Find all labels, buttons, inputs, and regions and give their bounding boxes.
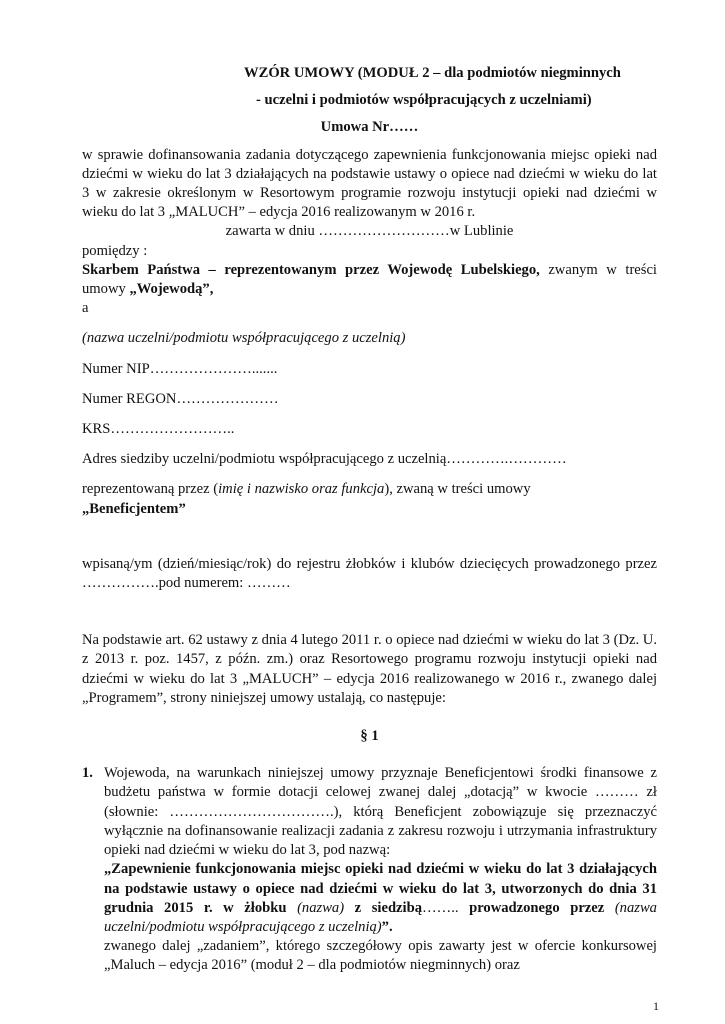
party-1-alias: „Wojewodą”, xyxy=(129,281,214,298)
concluded-date-place: zawarta w dniu ………………………w Lublinie xyxy=(225,223,514,240)
party-2-name-hint: (nazwa uczelni/podmiotu współpracującego z uczelnią) xyxy=(82,330,406,347)
represented-hint: imię i nazwisko oraz funkcja xyxy=(218,481,385,498)
list-item xyxy=(82,764,657,975)
represented-pre: reprezentowaną przez ( xyxy=(82,481,219,498)
task-name-part-4: ”. xyxy=(381,918,393,935)
task-hint-2: (nazwa uczelni/podmiotu współpracującego z uczelnią) xyxy=(104,899,657,935)
task-name-part-3: prowadzonego przez xyxy=(469,899,615,916)
title-line-1: WZÓR UMOWY (MODUŁ 2 – dla podmiotów niegminnych xyxy=(244,65,621,81)
section-heading: § 1 xyxy=(360,728,379,745)
party-1-called: zwanym w treści umowy xyxy=(82,261,657,298)
regon-field: Numer REGON………………… xyxy=(82,390,279,407)
item-text: Wojewoda, na warunkach niniejszej umowy przyznaje Beneficjentowi środki finansowe z budżetu państwa w formie dotacji celowej zwanej dalej „dotacją” w kwocie ……… zł (słownie: …………………………….), którą Beneficjent zobowiązuje się przeznaczyć wyłącznie na dofinansowanie realizacji zadania z zakresu rozwoju i utrzymania infrastruktury opieki nad dziećmi w wieku do lat 3, pod nazwą: xyxy=(104,765,657,859)
krs-field: KRS…………………….. xyxy=(82,421,235,438)
address-field: Adres siedziby uczelni/podmiotu współpracującego z uczelnią………….………… xyxy=(82,451,567,468)
contract-subject: w sprawie dofinansowania zadania dotyczącego zapewnienia funkcjonowania miejsc opieki nad dziećmi w wieku do lat 3 działających na podstawie ustawy o opiece nad dziećmi w wieku do lat 3 w zakresie określonym w Resortowym programie rozwoju instytucji opieki nad dziećmi w wieku do lat 3 „MALUCH” – edycja 2016 realizowanym w 2016 r. xyxy=(82,146,657,221)
party-2-represented xyxy=(82,480,657,499)
task-rest: zwanego dalej „zadaniem”, którego szczegółowy opis zawarty jest w ofercie konkursowej „Maluch – edycja 2016” (moduł 2 – dla podmiotów niegminnych) oraz xyxy=(104,938,657,974)
nip-field: Numer NIP…………………....... xyxy=(82,360,278,377)
between-label: pomiędzy : xyxy=(82,242,148,259)
legal-basis: Na podstawie art. 62 ustawy z dnia 4 lutego 2011 r. o opiece nad dziećmi w wieku do lat 3 (Dz. U. z 2013 r. poz. 1457, z późn. zm.) oraz Resortowego programu rozwoju instytucji opieki nad dziećmi w wieku do lat 3 „MALUCH” – edycja 2016 realizowanego w 2016 r., zwanego dalej „Programem”, strony niniejszej umowy ustalają, co następuje: xyxy=(82,632,657,706)
document-page xyxy=(82,64,657,976)
title-line-2: - uczelni i podmiotów współpracujących z uczelniami) xyxy=(256,92,592,109)
and-label: a xyxy=(82,300,89,317)
represented-post: ), zwaną w treści umowy xyxy=(384,481,531,498)
task-name-part-2: z siedzibą xyxy=(344,899,423,916)
task-name-part-1: „Zapewnienie funkcjonowania miejsc opieki nad dziećmi w wieku do lat 3 działających na podstawie ustawy o opiece nad dziećmi w wieku do lat 3, utworzonych do dnia 31 grudnia 2015 r. w żłobku xyxy=(104,861,657,916)
contract-number: Umowa Nr…… xyxy=(320,119,419,136)
party-2-alias: „Beneficjentem” xyxy=(82,500,186,517)
page-number: 1 xyxy=(653,999,659,1013)
item-number: 1. xyxy=(82,765,93,782)
task-hint-1: (nazwa) xyxy=(297,899,345,916)
party-1-name: Skarbem Państwa – reprezentowanym przez Wojewodę Lubelskiego, xyxy=(82,261,540,278)
party-1 xyxy=(82,261,657,299)
task-dots: …….. xyxy=(422,899,459,916)
task-name xyxy=(104,860,657,937)
registry-entry: wpisaną/ym (dzień/miesiąc/rok) do rejestru żłobków i klubów dziecięcych prowadzonego przez …………….pod numerem: ……… xyxy=(82,555,657,592)
